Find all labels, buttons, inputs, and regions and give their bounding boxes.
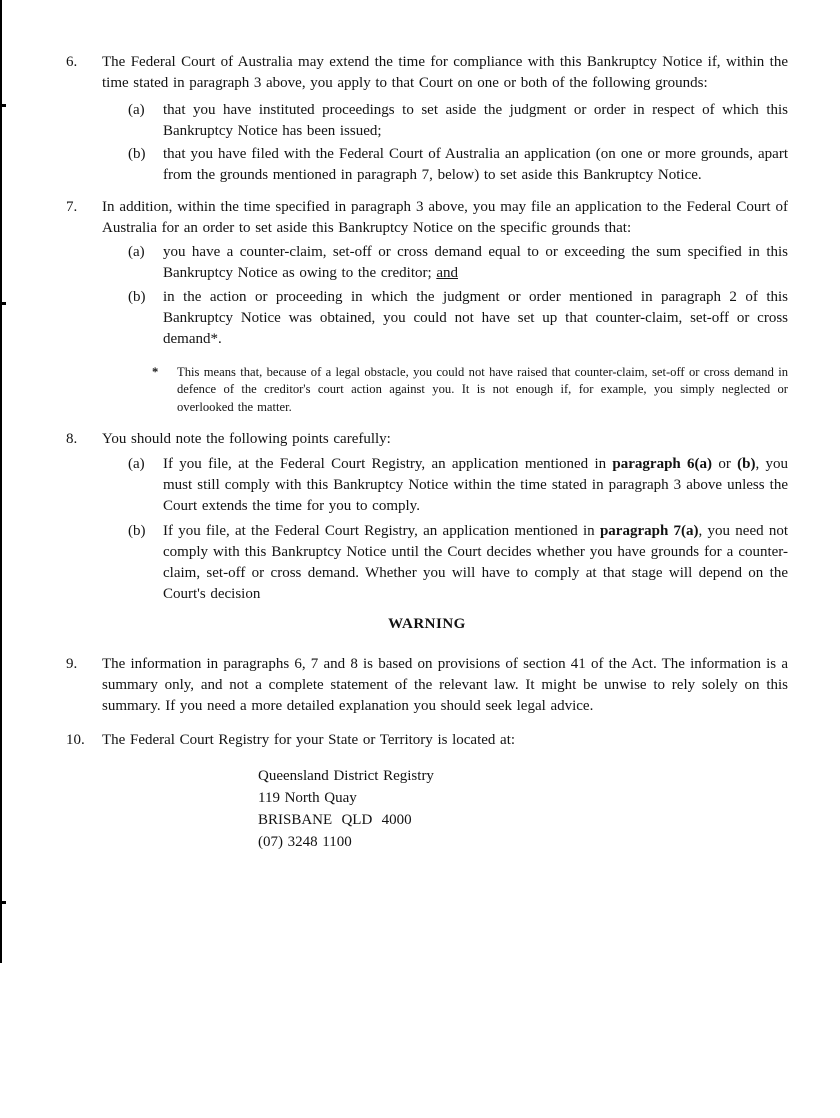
item-7b-label: (b)	[128, 289, 146, 305]
paragraph-6	[66, 52, 788, 94]
item-7b	[128, 287, 788, 350]
item-6b-label: (b)	[128, 146, 146, 162]
warning-heading: WARNING	[388, 616, 466, 633]
registry-address	[258, 765, 788, 853]
paragraph-8	[66, 429, 788, 450]
address-line-registry-name: Queensland District Registry	[258, 768, 434, 785]
paragraph-10-number: 10.	[66, 732, 85, 749]
document-body	[66, 52, 788, 853]
item-6b-text: that you have filed with the Federal Court of Australia an application (on one or more grounds, apart from the grounds mentioned in paragraph 7, below) to set aside this Bankruptcy Notice.	[163, 146, 788, 183]
paragraph-10	[66, 730, 788, 751]
paragraph-9-number: 9.	[66, 656, 78, 673]
footnote-text: This means that, because of a legal obstacle, you could not have raised that counter-claim, set-off or cross demand in defence of the creditor's court action against you. It is not enough if, for example, you simply neglected or overlooked the matter.	[177, 365, 788, 414]
item-8a-text-part: or	[712, 456, 738, 473]
scan-tick-mark	[0, 104, 6, 107]
item-8b-text-part: , you need not comply with this Bankruptcy Notice until the Court decides whether you have grounds for a counter-claim, set-off or cross demand. Whether you will have to comply at that stage will depend on the Court's decision	[163, 523, 789, 603]
footnote	[152, 364, 788, 416]
paragraph-9	[66, 654, 788, 717]
item-7a-underlined-word: and	[436, 265, 458, 281]
scan-tick-mark	[0, 302, 6, 305]
item-8a-text-part: If you file, at the Federal Court Registry, an application mentioned in	[163, 456, 613, 473]
scan-tick-mark	[0, 901, 6, 904]
paragraph-8-number: 8.	[66, 431, 78, 448]
item-7b-text: in the action or proceeding in which the judgment or order mentioned in paragraph 2 of this Bankruptcy Notice was obtained, you could not have set up that counter-claim, set-off or cross demand*.	[163, 289, 788, 347]
item-8b-bold-ref-7a: paragraph 7(a)	[599, 523, 699, 540]
item-6a-text: that you have instituted proceedings to set aside the judgment or order in respect of which this Bankruptcy Notice has been issued;	[163, 102, 788, 139]
item-7a-text	[163, 242, 788, 284]
address-line-street: 119 North Quay	[258, 790, 357, 807]
paragraph-6-number: 6.	[66, 54, 78, 70]
item-8a	[128, 454, 788, 517]
address-line-phone: (07) 3248 1100	[258, 834, 352, 851]
item-8a-bold-ref-b: (b)	[737, 456, 756, 473]
paragraph-10-text: The Federal Court Registry for your State or Territory is located at:	[102, 732, 516, 749]
footnote-asterisk: *	[152, 365, 159, 379]
scan-edge-line	[0, 0, 2, 963]
item-8a-text-part: , you must still comply with this Bankruptcy Notice within the time stated in paragraph 3 above unless the Court extends the time for you to comply.	[163, 456, 788, 515]
paragraph-6-text: The Federal Court of Australia may extend the time for compliance with this Bankruptcy Notice if, within the time stated in paragraph 3 above, you apply to that Court on one or both of the following grounds:	[102, 54, 788, 91]
item-8a-bold-ref-6a: paragraph 6(a)	[612, 456, 713, 473]
item-8a-label: (a)	[128, 456, 145, 473]
item-6b	[128, 144, 788, 186]
item-7a	[128, 242, 788, 284]
item-8b-text-part: If you file, at the Federal Court Registry, an application mentioned in	[163, 523, 600, 540]
item-8b-text	[163, 521, 788, 605]
item-8a-text	[163, 454, 788, 517]
paragraph-7-text: In addition, within the time specified in paragraph 3 above, you may file an application to the Federal Court of Australia for an order to set aside this Bankruptcy Notice on the specific grounds that:	[102, 199, 788, 236]
item-7a-label: (a)	[128, 244, 145, 260]
address-line-city: BRISBANE QLD 4000	[258, 812, 412, 829]
paragraph-7	[66, 197, 788, 239]
item-8b-label: (b)	[128, 523, 146, 540]
item-7a-text-part: you have a counter-claim, set-off or cross demand equal to or exceeding the sum specified in this Bankruptcy Notice as owing to the creditor;	[163, 244, 788, 281]
paragraph-9-text: The information in paragraphs 6, 7 and 8 is based on provisions of section 41 of the Act. The information is a summary only, and not a complete statement of the relevant law. It might be unwise to rely solely on this summary. If you need a more detailed explanation you should seek legal advice.	[102, 656, 788, 715]
item-6a	[128, 100, 788, 142]
item-8b	[128, 521, 788, 605]
item-6a-label: (a)	[128, 102, 145, 118]
paragraph-8-text: You should note the following points carefully:	[102, 431, 391, 448]
paragraph-7-number: 7.	[66, 199, 78, 215]
